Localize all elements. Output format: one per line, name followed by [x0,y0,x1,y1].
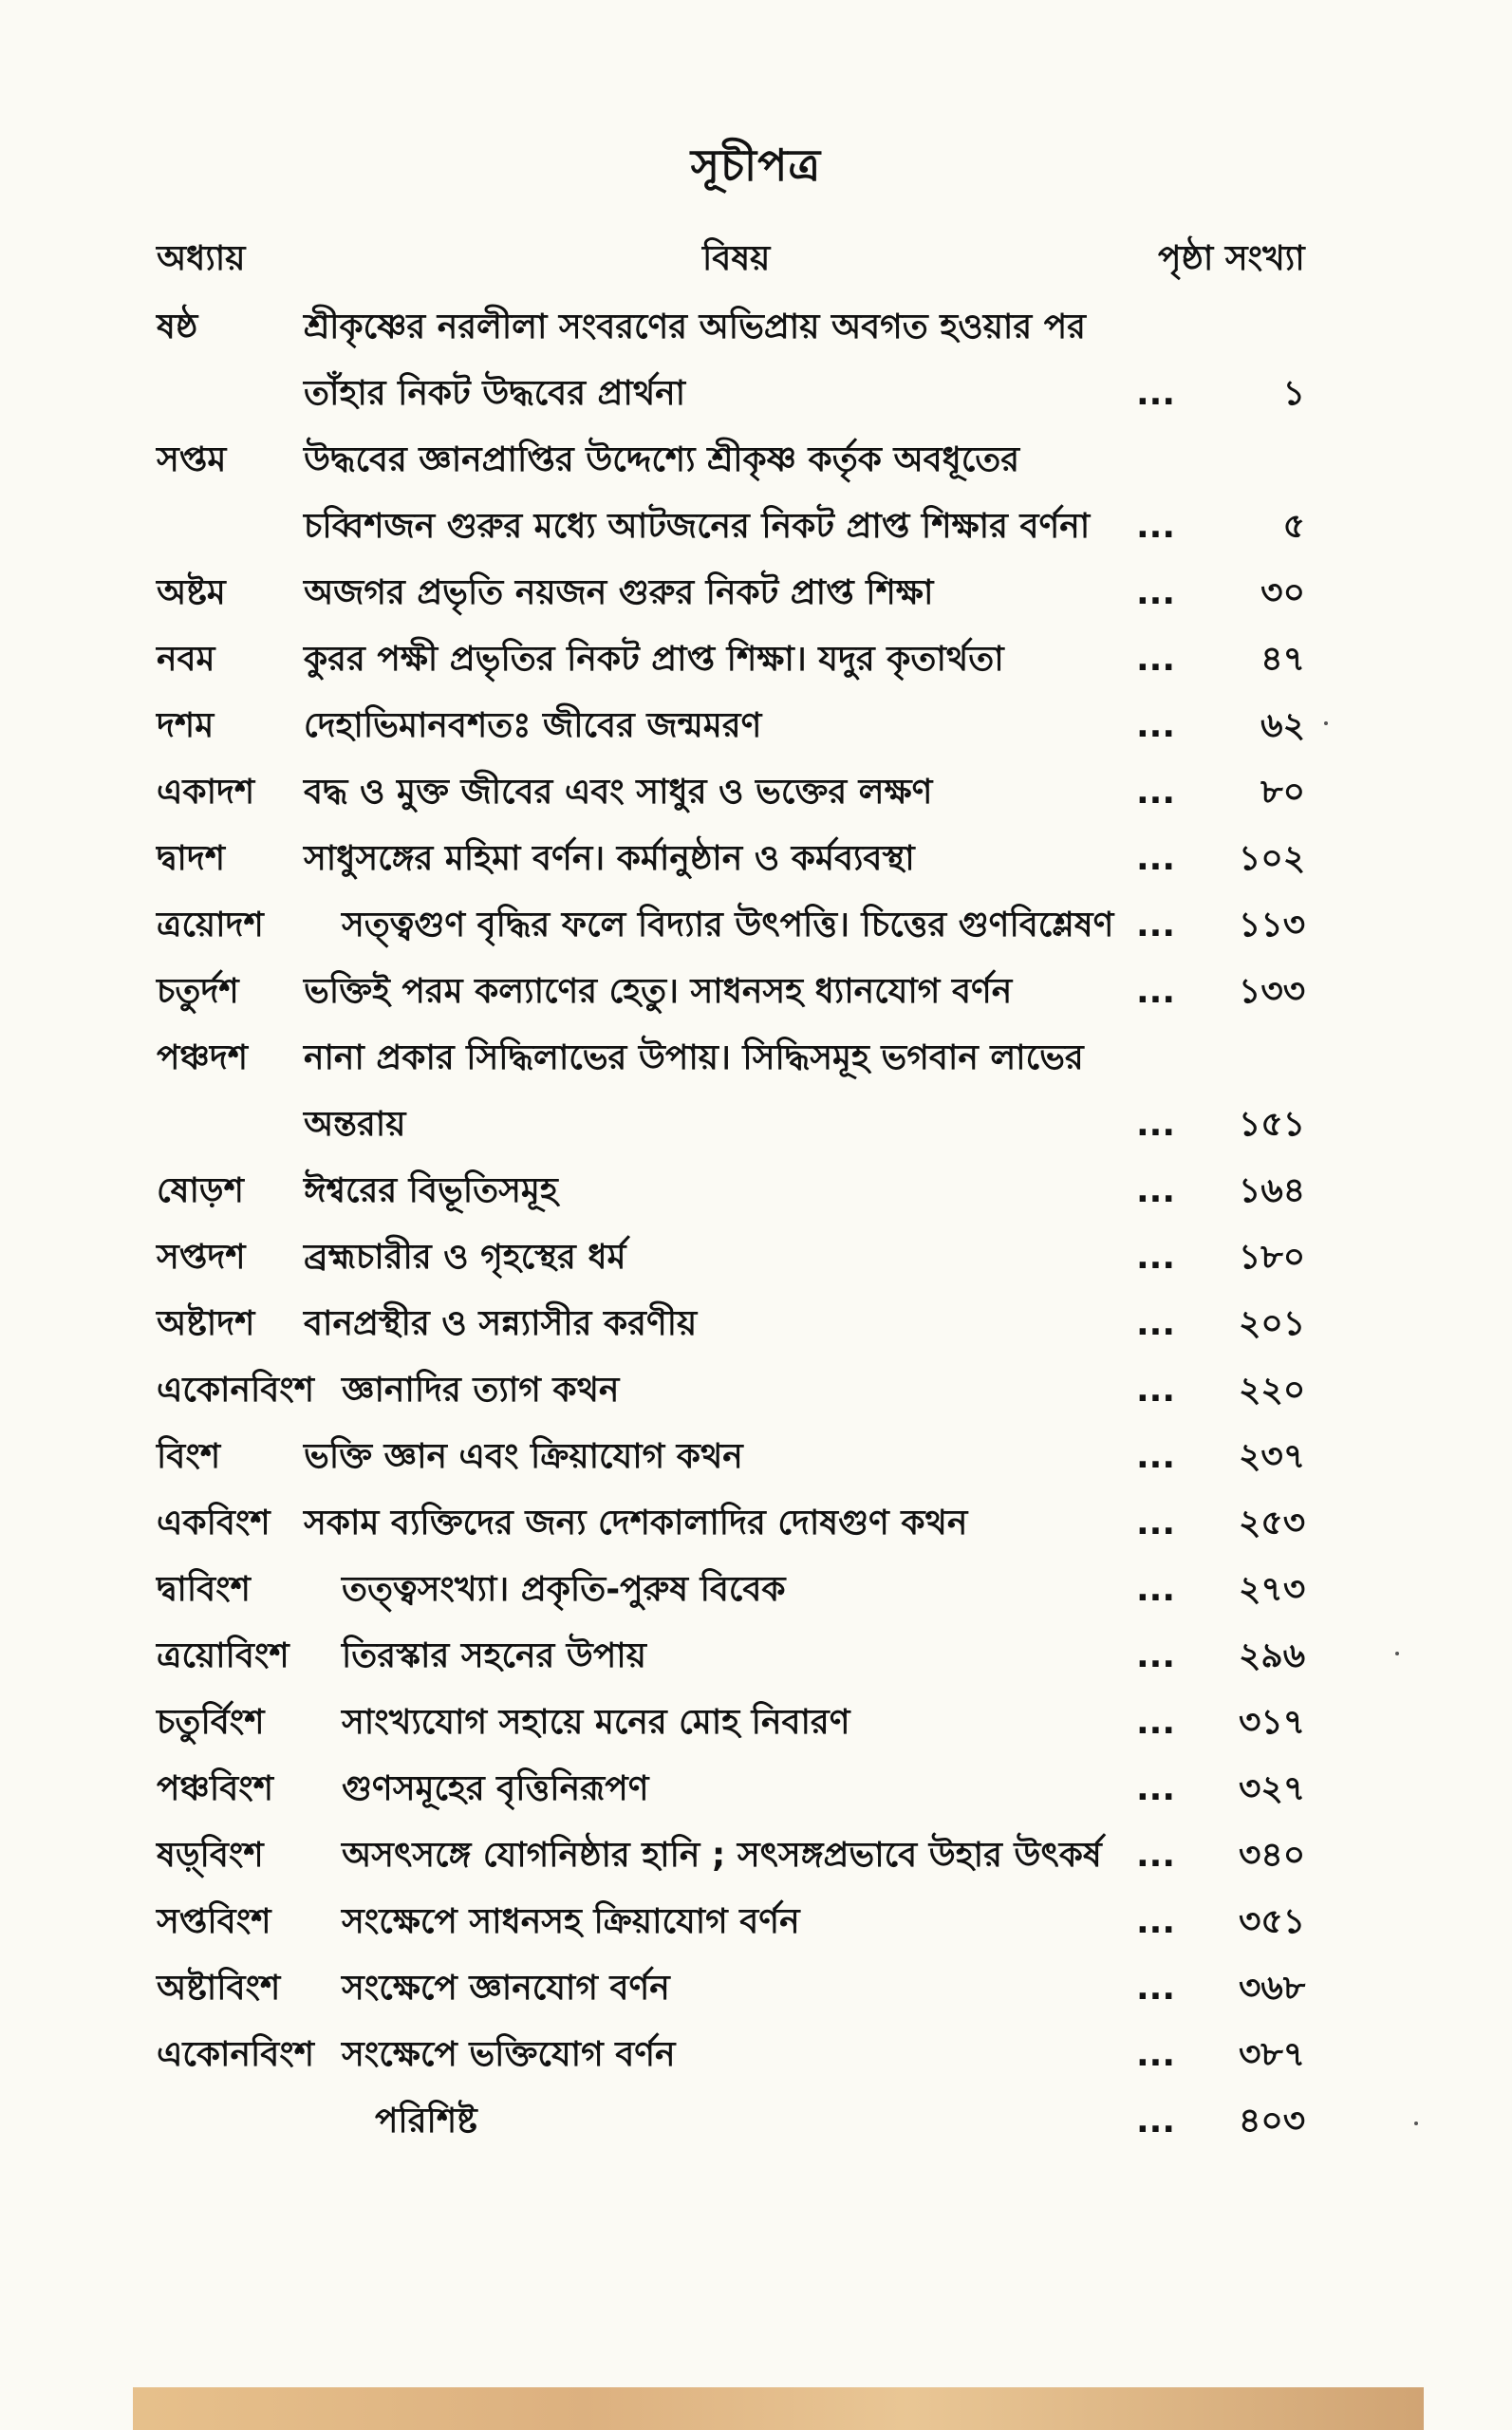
subject-text: উদ্ধবের জ্ঞানপ্রাপ্তির উদ্দেশ্যে শ্রীকৃষ্ণ কর্তৃক অবধূতের চব্বিশজন গুরুর মধ্যে আটজনের নিকট প্রাপ্ত শিক্ষার বর্ণনা [304,440,1091,546]
chapter-label: একোনবিংশ [157,2035,315,2074]
page-number: ৩১৭ [1239,1703,1306,1742]
toc-entry [0,560,1512,626]
page-number: ৩২৭ [1239,1769,1306,1808]
chapter-label: অষ্টাদশ [157,1304,255,1343]
chapter-label: অষ্টাবিংশ [157,1969,281,2008]
leader-dots: ... [1135,1836,1175,1875]
subject-text: তত্ত্বসংখ্যা। প্রকৃতি-পুরুষ বিবেক [342,1570,786,1609]
toc-entry [0,1424,1512,1490]
chapter-label: সপ্তম [157,440,227,479]
leader-dots: ... [1135,1304,1175,1343]
leader-dots: ... [1135,1703,1175,1742]
subject-text: সংক্ষেপে ভক্তিযোগ বর্ণন [342,2035,676,2074]
paper-speck [1324,721,1328,725]
leader-dots: ... [1135,1902,1175,1941]
page-number: ৩৮৭ [1239,2035,1306,2074]
toc-entry [0,1557,1512,1623]
page-number: ২৫৩ [1239,1504,1306,1542]
leader-dots: ... [1135,906,1175,944]
subject-text: গুণসমূহের বৃত্তিনিরূপণ [342,1769,649,1808]
chapter-label: দ্বাদশ [157,839,226,878]
leader-dots: ... [1135,773,1175,812]
page-column-header: পৃষ্ঠা সংখ্যা [1158,239,1305,278]
paper-speck [1414,2122,1418,2125]
page-number: ২২০ [1239,1371,1306,1410]
page-number: ৪৭ [1260,640,1305,679]
leader-dots: ... [1135,2035,1175,2074]
page-number: ১৫১ [1239,1105,1306,1144]
toc-entry [0,1291,1512,1357]
chapter-label: চতুর্বিংশ [157,1703,265,1742]
subject-text: শ্রীকৃষ্ণের নরলীলা সংবরণের অভিপ্রায় অবগত হওয়ার পর তাঁহার নিকট উদ্ধবের প্রার্থনা [304,308,1086,413]
chapter-label: একবিংশ [157,1504,271,1542]
chapter-label: চতুর্দশ [157,972,239,1011]
subject-text: সংক্ষেপে জ্ঞানযোগ বর্ণন [342,1969,670,2008]
page-number: ৩৪০ [1239,1836,1306,1875]
page-edge-band [133,2387,1424,2430]
leader-dots: ... [1135,1969,1175,2008]
leader-dots: ... [1135,1238,1175,1277]
toc-entry [0,1490,1512,1557]
subject-text: বদ্ধ ও মুক্ত জীবের এবং সাধুর ও ভক্তের লক্ষণ [304,773,933,812]
toc-entry [0,1756,1512,1822]
toc-entry [0,1224,1512,1291]
toc-entry [0,427,1512,560]
page-number: ২০১ [1239,1304,1306,1343]
page-number: ১১৩ [1239,906,1306,944]
page-number: ৩০ [1260,573,1305,612]
leader-dots: ... [1135,1371,1175,1410]
toc-entry [0,693,1512,759]
chapter-label: দশম [157,706,215,745]
paper-speck [1395,1652,1399,1655]
subject-text: দেহাভিমানবশতঃ জীবের জন্মমরণ [304,706,762,745]
toc-list [0,294,1512,2155]
toc-entry [0,1623,1512,1690]
page-number: ৪০৩ [1239,2102,1306,2140]
subject-text: ঈশ্বরের বিভূতিসমূহ [304,1171,558,1210]
subject-text: পরিশিষ্ট [375,2102,477,2140]
chapter-label: সপ্তদশ [157,1238,246,1277]
toc-entry [0,1025,1512,1158]
page-number: ১৮০ [1239,1238,1306,1277]
chapter-label: একাদশ [157,773,255,812]
leader-dots: ... [1135,1504,1175,1542]
page-number: ১৩৩ [1239,972,1306,1011]
chapter-label: ত্রয়োদশ [157,906,264,944]
toc-entry [0,1690,1512,1756]
leader-dots: ... [1135,640,1175,679]
subject-text: নানা প্রকার সিদ্ধিলাভের উপায়। সিদ্ধিসমূহ ভগবান লাভের অন্তরায় [304,1038,1084,1144]
leader-dots: ... [1135,1105,1175,1144]
chapter-label: পঞ্চবিংশ [157,1769,274,1808]
page-number: ২৩৭ [1239,1437,1306,1476]
page-number: ৬২ [1260,706,1305,745]
subject-text: জ্ঞানাদির ত্যাগ কথন [342,1371,620,1410]
subject-text: ভক্তি জ্ঞান এবং ক্রিয়াযোগ কথন [304,1437,743,1476]
leader-dots: ... [1135,507,1175,546]
toc-entry [0,626,1512,693]
toc-entry [0,826,1512,892]
subject-text: সত্ত্বগুণ বৃদ্ধির ফলে বিদ্যার উৎপত্তি। চিত্তের গুণবিশ্লেষণ [342,906,1114,944]
subject-text: বানপ্রস্থীর ও সন্ন্যাসীর করণীয় [304,1304,698,1343]
chapter-label: ত্রয়োবিংশ [157,1636,289,1675]
subject-text: ব্রহ্মচারীর ও গৃহস্থের ধর্ম [304,1238,626,1277]
leader-dots: ... [1135,972,1175,1011]
chapter-label: দ্বাবিংশ [157,1570,251,1609]
leader-dots: ... [1135,374,1175,413]
toc-entry [0,294,1512,427]
leader-dots: ... [1135,1570,1175,1609]
page-number: ৮০ [1260,773,1305,812]
subject-column-header: বিষয় [702,239,771,278]
toc-entry [0,1889,1512,1955]
toc-entry [0,1357,1512,1424]
toc-entry [0,892,1512,959]
subject-text: ভক্তিই পরম কল্যাণের হেতু। সাধনসহ ধ্যানযোগ বর্ণন [304,972,1013,1011]
page-number: ১ [1282,374,1305,413]
page-number: ৩৫১ [1239,1902,1306,1941]
leader-dots: ... [1135,706,1175,745]
page-number: ৫ [1282,507,1305,546]
leader-dots: ... [1135,1437,1175,1476]
page-number: ১৬৪ [1239,1171,1306,1210]
subject-text: কুরর পক্ষী প্রভৃতির নিকট প্রাপ্ত শিক্ষা। যদুর কৃতার্থতা [304,640,1004,679]
toc-entry [0,959,1512,1025]
chapter-label: পঞ্চদশ [157,1038,249,1077]
toc-entry [0,759,1512,826]
page-number: ৩৬৮ [1239,1969,1306,2008]
subject-text: সাধুসঙ্গের মহিমা বর্ণন। কর্মানুষ্ঠান ও কর্মব্যবস্থা [304,839,915,878]
chapter-label: নবম [157,640,215,679]
subject-text: তিরস্কার সহনের উপায় [342,1636,646,1675]
leader-dots: ... [1135,1171,1175,1210]
chapter-column-header: অধ্যায় [157,239,246,278]
leader-dots: ... [1135,1769,1175,1808]
toc-entry [0,1158,1512,1224]
leader-dots: ... [1135,839,1175,878]
chapter-label: ষড়্‌বিংশ [157,1836,264,1875]
chapter-label: সপ্তবিংশ [157,1902,271,1941]
leader-dots: ... [1135,1636,1175,1675]
subject-text: অজগর প্রভৃতি নয়জন গুরুর নিকট প্রাপ্ত শিক্ষা [304,573,934,612]
toc-entry [0,1822,1512,1889]
toc-entry [0,2088,1512,2155]
chapter-label: বিংশ [157,1437,221,1476]
subject-text: সংক্ষেপে সাধনসহ ক্রিয়াযোগ বর্ণন [342,1902,800,1941]
chapter-label: অষ্টম [157,573,226,612]
page-number: ২৭৩ [1239,1570,1306,1609]
toc-entry [0,2022,1512,2088]
subject-text: অসৎসঙ্গে যোগনিষ্ঠার হানি ; সৎসঙ্গপ্রভাবে উহার উৎকর্ষ [342,1836,1102,1875]
page-number: ২৯৬ [1239,1636,1306,1675]
subject-text: সাংখ্যযোগ সহায়ে মনের মোহ নিবারণ [342,1703,850,1742]
chapter-label: ষষ্ঠ [157,308,198,346]
chapter-label: একোনবিংশ [157,1371,315,1410]
chapter-label: ষোড়শ [157,1171,244,1210]
leader-dots: ... [1135,2102,1175,2140]
subject-text: সকাম ব্যক্তিদের জন্য দেশকালাদির দোষগুণ কথন [304,1504,968,1542]
page-title: সূচীপত্র [690,140,822,191]
leader-dots: ... [1135,573,1175,612]
toc-entry [0,1955,1512,2022]
page-number: ১০২ [1239,839,1306,878]
